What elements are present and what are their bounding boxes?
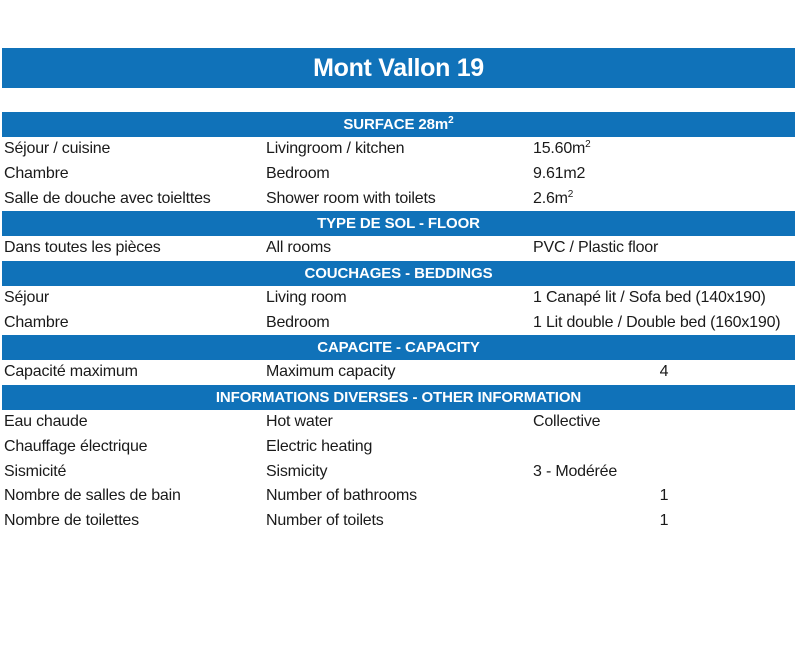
table-row [2, 484, 795, 509]
table-row [2, 162, 795, 187]
cell-label-fr: Capacité maximum [4, 363, 138, 381]
cell-label-fr: Salle de douche avec toielttes [4, 189, 211, 207]
cell-value: 4 [659, 363, 669, 381]
cell-label-fr: Eau chaude [4, 413, 88, 431]
cell-value [533, 190, 795, 208]
cell-label-en: Bedroom [266, 165, 330, 183]
value-text: 15.60m [533, 140, 586, 158]
table-row [2, 459, 795, 484]
cell-value: PVC / Plastic floor [533, 239, 659, 257]
table-row [2, 310, 795, 335]
cell-value [533, 165, 795, 183]
cell-label-fr: Nombre de toilettes [4, 511, 139, 529]
table-row [2, 137, 795, 162]
value-text: 9.61m2 [533, 165, 586, 183]
page-title: Mont Vallon 19 [2, 48, 795, 88]
cell-label-en: Electric heating [266, 437, 373, 455]
cell-label-en: Shower room with toilets [266, 189, 436, 207]
cell-label-fr: Sismicité [4, 462, 67, 480]
table-row [2, 186, 795, 211]
cell-label-en: Maximum capacity [266, 363, 396, 381]
value-text: 2.6m [533, 189, 568, 207]
cell-label-fr: Séjour [4, 289, 50, 307]
table-row [2, 236, 795, 261]
cell-label-en: Number of toilets [266, 511, 384, 529]
cell-value: Collective [533, 413, 601, 431]
cell-value [533, 140, 795, 158]
section-header-capacity: CAPACITE - CAPACITY [2, 335, 795, 360]
superscript: 2 [567, 188, 574, 200]
table-row [2, 435, 795, 460]
cell-value: 1 Canapé lit / Sofa bed (140x190) [533, 289, 766, 307]
cell-label-en: Living room [266, 289, 347, 307]
section-header-text: SURFACE 28m [343, 116, 449, 133]
cell-label-fr: Chauffage électrique [4, 437, 148, 455]
cell-value: 3 - Modérée [533, 462, 618, 480]
cell-label-fr: Nombre de salles de bain [4, 487, 181, 505]
table-row [2, 410, 795, 435]
cell-value: 1 [659, 487, 669, 505]
spacer [2, 88, 795, 112]
cell-label-fr: Dans toutes les pièces [4, 239, 161, 257]
cell-label-en: All rooms [266, 239, 331, 257]
cell-label-fr: Chambre [4, 165, 69, 183]
section-header-other-information: INFORMATIONS DIVERSES - OTHER INFORMATION [2, 385, 795, 410]
cell-label-en: Hot water [266, 413, 333, 431]
cell-label-fr: Séjour / cuisine [4, 140, 111, 158]
cell-label-fr: Chambre [4, 313, 69, 331]
property-info-sheet [2, 48, 795, 533]
table-row [2, 509, 795, 534]
cell-label-en: Number of bathrooms [266, 487, 417, 505]
superscript: 2 [585, 139, 591, 151]
cell-value: 1 [659, 511, 669, 529]
cell-label-en: Bedroom [266, 313, 330, 331]
superscript: 2 [448, 115, 454, 126]
cell-value: 1 Lit double / Double bed (160x190) [533, 313, 781, 331]
table-row [2, 286, 795, 311]
table-row [2, 360, 795, 385]
section-header-floor: TYPE DE SOL - FLOOR [2, 211, 795, 236]
cell-label-en: Livingroom / kitchen [266, 140, 405, 158]
section-header-beddings: COUCHAGES - BEDDINGS [2, 261, 795, 286]
section-header-surface [2, 112, 795, 137]
cell-label-en: Sismicity [266, 462, 328, 480]
